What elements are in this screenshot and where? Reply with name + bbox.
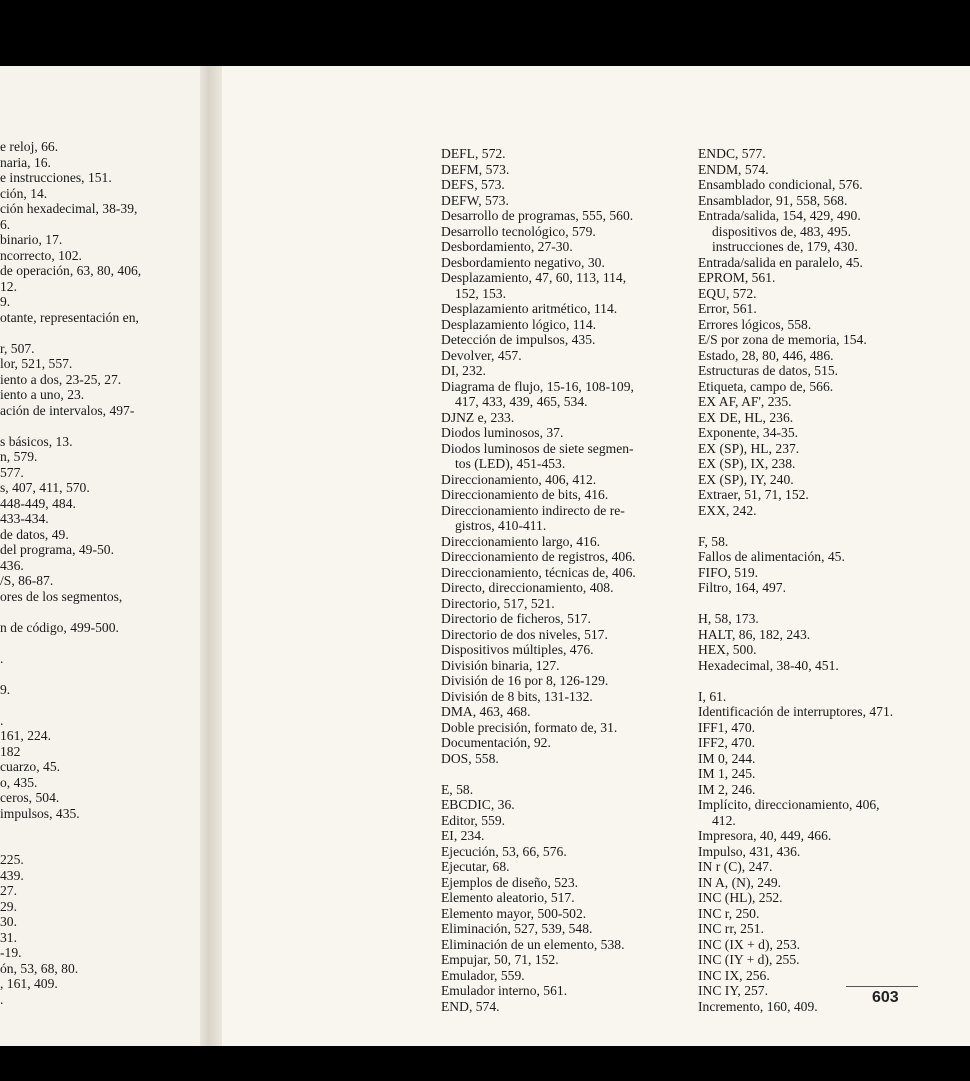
index-entry: HEX, 500. bbox=[698, 642, 757, 657]
index-entry: o, 435. bbox=[0, 774, 38, 790]
index-entry: 31. bbox=[0, 929, 17, 945]
index-gap bbox=[698, 673, 970, 689]
index-entry: EX DE, HL, 236. bbox=[698, 409, 794, 425]
index-entry: 436. bbox=[0, 557, 24, 573]
index-entry: Devolver, 457. bbox=[441, 347, 522, 363]
index-entry: IFF1, 470. bbox=[698, 719, 756, 735]
index-entry: . bbox=[0, 650, 4, 666]
index-entry: IN r (C), 247. bbox=[698, 859, 773, 874]
index-entry: H, 58, 173. bbox=[698, 611, 759, 626]
index-entry: IM 2, 246. bbox=[698, 781, 756, 797]
index-entry: del programa, 49-50. bbox=[0, 542, 115, 557]
index-entry: 152, 153. bbox=[455, 285, 506, 301]
index-gap bbox=[0, 821, 200, 837]
index-column-right bbox=[698, 146, 970, 1014]
index-entry: ENDM, 574. bbox=[698, 161, 769, 177]
index-entry: I, 61. bbox=[698, 688, 727, 704]
index-entry: Entrada/salida en paralelo, 45. bbox=[698, 254, 863, 270]
index-entry: Eliminación, 527, 539, 548. bbox=[441, 921, 593, 936]
page-number: 603 bbox=[872, 989, 899, 1006]
index-entry: de datos, 49. bbox=[0, 526, 69, 542]
index-entry: 161, 224. bbox=[0, 728, 51, 743]
index-entry: . bbox=[0, 991, 4, 1007]
index-entry: Direccionamiento, técnicas de, 406. bbox=[441, 564, 636, 580]
index-entry: Editor, 559. bbox=[441, 812, 506, 828]
index-entry: ncorrecto, 102. bbox=[0, 247, 82, 263]
index-entry: 433-434. bbox=[0, 511, 49, 526]
index-entry: Estructuras de datos, 515. bbox=[698, 363, 839, 378]
index-entry: Directorio, 517, 521. bbox=[441, 595, 555, 611]
index-entry: e instrucciones, 151. bbox=[0, 170, 112, 185]
index-entry: r, 507. bbox=[0, 340, 35, 356]
index-entry: Elemento mayor, 500-502. bbox=[441, 905, 587, 921]
index-entry: e reloj, 66. bbox=[0, 139, 59, 154]
index-entry: INC (HL), 252. bbox=[698, 890, 783, 905]
index-entry: EXX, 242. bbox=[698, 502, 757, 518]
index-entry: Dispositivos múltiples, 476. bbox=[441, 642, 594, 657]
index-entry: Error, 561. bbox=[698, 301, 757, 316]
index-entry: -19. bbox=[0, 945, 22, 960]
index-entry: impulsos, 435. bbox=[0, 805, 80, 821]
index-entry: Fallos de alimentación, 45. bbox=[698, 549, 845, 564]
index-entry: DEFW, 573. bbox=[441, 192, 509, 208]
index-entry: DEFS, 573. bbox=[441, 177, 505, 192]
index-entry: ción hexadecimal, 38-39, bbox=[0, 201, 138, 216]
index-gap bbox=[0, 837, 200, 853]
index-entry: Filtro, 164, 497. bbox=[698, 580, 786, 595]
index-entry: tos (LED), 451-453. bbox=[455, 456, 566, 471]
index-entry: INC (IX + d), 253. bbox=[698, 936, 801, 952]
index-entry: binario, 17. bbox=[0, 232, 63, 247]
index-entry: Desbordamiento negativo, 30. bbox=[441, 254, 605, 270]
index-entry: Incremento, 160, 409. bbox=[698, 998, 818, 1014]
index-entry: INC IY, 257. bbox=[698, 983, 768, 998]
index-entry: EI, 234. bbox=[441, 828, 485, 843]
index-entry: Implícito, direccionamiento, 406, bbox=[698, 797, 880, 812]
index-entry: 9. bbox=[0, 294, 11, 309]
index-entry: F, 58. bbox=[698, 533, 729, 549]
index-entry: E, 58. bbox=[441, 781, 474, 797]
index-entry: IM 0, 244. bbox=[698, 750, 756, 766]
index-entry: EX (SP), IY, 240. bbox=[698, 471, 794, 487]
index-entry: División binaria, 127. bbox=[441, 657, 560, 673]
index-entry: Ejecución, 53, 66, 576. bbox=[441, 843, 567, 859]
index-entry: Elemento aleatorio, 517. bbox=[441, 890, 575, 905]
index-entry: IFF2, 470. bbox=[698, 735, 756, 750]
index-entry: Eliminación de un elemento, 538. bbox=[441, 936, 625, 952]
index-entry: EX (SP), IX, 238. bbox=[698, 456, 796, 471]
index-entry: Direccionamiento largo, 416. bbox=[441, 533, 601, 549]
index-entry: Extraer, 51, 71, 152. bbox=[698, 487, 809, 502]
index-entry: ción, 14. bbox=[0, 185, 48, 201]
index-entry: EX (SP), HL, 237. bbox=[698, 440, 800, 456]
book-gutter bbox=[200, 66, 222, 1046]
index-entry: Direccionamiento indirecto de re- bbox=[441, 502, 625, 518]
index-entry: INC (IY + d), 255. bbox=[698, 952, 800, 967]
index-entry: iento a dos, 23-25, 27. bbox=[0, 371, 122, 387]
index-entry: E/S por zona de memoria, 154. bbox=[698, 332, 867, 347]
index-entry: EBCDIC, 36. bbox=[441, 797, 515, 812]
index-entry: Directorio de ficheros, 517. bbox=[441, 611, 591, 626]
index-entry: cuarzo, 45. bbox=[0, 759, 61, 774]
index-entry: 225. bbox=[0, 852, 24, 867]
index-entry: Emulador, 559. bbox=[441, 967, 525, 983]
index-entry: EQU, 572. bbox=[698, 285, 757, 301]
index-entry: Impresora, 40, 449, 466. bbox=[698, 828, 832, 843]
index-entry: . bbox=[0, 712, 4, 728]
index-entry: Emulador interno, 561. bbox=[441, 983, 568, 998]
index-entry: 417, 433, 439, 465, 534. bbox=[455, 394, 588, 409]
index-entry: 27. bbox=[0, 883, 17, 898]
index-entry: Desplazamiento aritmético, 114. bbox=[441, 301, 618, 316]
index-entry: INC rr, 251. bbox=[698, 921, 764, 936]
index-entry: INC r, 250. bbox=[698, 905, 760, 921]
index-entry: iento a uno, 23. bbox=[0, 387, 85, 402]
index-gap bbox=[0, 325, 200, 341]
index-entry: , 161, 409. bbox=[0, 976, 58, 991]
left-page-index-column bbox=[0, 139, 200, 1007]
index-column-middle bbox=[441, 146, 691, 1014]
index-entry: Desbordamiento, 27-30. bbox=[441, 239, 573, 254]
index-entry: s básicos, 13. bbox=[0, 433, 73, 449]
index-entry: Errores lógicos, 558. bbox=[698, 316, 812, 332]
index-entry: Exponente, 34-35. bbox=[698, 425, 799, 440]
index-entry: Ensamblado condicional, 576. bbox=[698, 177, 863, 192]
index-entry: END, 574. bbox=[441, 998, 500, 1014]
index-entry: 6. bbox=[0, 216, 11, 232]
index-entry: División de 16 por 8, 126-129. bbox=[441, 673, 609, 688]
index-entry: Impulso, 431, 436. bbox=[698, 843, 801, 859]
index-entry: 12. bbox=[0, 278, 17, 294]
index-entry: 448-449, 484. bbox=[0, 495, 76, 511]
index-entry: 30. bbox=[0, 914, 17, 929]
index-entry: Direccionamiento de bits, 416. bbox=[441, 487, 609, 502]
index-gap bbox=[698, 596, 970, 612]
index-entry: DI, 232. bbox=[441, 363, 486, 378]
index-entry: Estado, 28, 80, 446, 486. bbox=[698, 347, 834, 363]
index-entry: EPROM, 561. bbox=[698, 270, 776, 285]
index-gap bbox=[698, 518, 970, 534]
index-entry: 439. bbox=[0, 867, 24, 883]
index-entry: Directorio de dos niveles, 517. bbox=[441, 626, 608, 642]
index-entry: IM 1, 245. bbox=[698, 766, 756, 781]
index-entry: DJNZ e, 233. bbox=[441, 409, 515, 425]
index-gap bbox=[0, 604, 200, 620]
index-entry: Ensamblador, 91, 558, 568. bbox=[698, 192, 848, 208]
index-entry: DEFL, 572. bbox=[441, 146, 506, 161]
index-entry: n, 579. bbox=[0, 449, 38, 464]
index-entry: Etiqueta, campo de, 566. bbox=[698, 378, 834, 394]
index-entry: instrucciones de, 179, 430. bbox=[712, 239, 858, 254]
page-number-rule bbox=[846, 986, 918, 987]
index-entry: s, 407, 411, 570. bbox=[0, 480, 90, 495]
index-entry: Direccionamiento, 406, 412. bbox=[441, 471, 597, 487]
left-page bbox=[0, 66, 200, 1046]
index-entry: lor, 521, 557. bbox=[0, 356, 73, 371]
index-entry: n de código, 499-500. bbox=[0, 619, 119, 635]
index-entry: INC IX, 256. bbox=[698, 967, 770, 983]
index-entry: Hexadecimal, 38-40, 451. bbox=[698, 657, 839, 673]
index-entry: HALT, 86, 182, 243. bbox=[698, 626, 811, 642]
index-entry: ación de intervalos, 497- bbox=[0, 402, 135, 418]
index-entry: Desplazamiento lógico, 114. bbox=[441, 316, 597, 332]
index-entry: 577. bbox=[0, 464, 24, 480]
index-entry: FIFO, 519. bbox=[698, 564, 759, 580]
index-entry: Entrada/salida, 154, 429, 490. bbox=[698, 208, 861, 223]
index-entry: 9. bbox=[0, 681, 11, 697]
index-entry: Empujar, 50, 71, 152. bbox=[441, 952, 559, 967]
index-entry: 182 bbox=[0, 743, 21, 759]
index-entry: Desarrollo de programas, 555, 560. bbox=[441, 208, 634, 223]
index-entry: 412. bbox=[712, 812, 736, 828]
index-entry: Ejecutar, 68. bbox=[441, 859, 510, 874]
index-entry: Diodos luminosos de siete segmen- bbox=[441, 440, 634, 456]
index-entry: /S, 86-87. bbox=[0, 573, 54, 588]
index-entry: ón, 53, 68, 80. bbox=[0, 960, 79, 976]
index-entry: ores de los segmentos, bbox=[0, 588, 123, 604]
index-entry: IN A, (N), 249. bbox=[698, 874, 782, 890]
index-entry: 29. bbox=[0, 898, 17, 914]
index-gap bbox=[0, 418, 200, 434]
index-entry: Desarrollo tecnológico, 579. bbox=[441, 223, 596, 239]
index-entry: Desplazamiento, 47, 60, 113, 114, bbox=[441, 270, 627, 285]
index-entry: otante, representación en, bbox=[0, 309, 139, 325]
index-entry: Diodos luminosos, 37. bbox=[441, 425, 564, 440]
index-entry: EX AF, AF', 235. bbox=[698, 394, 792, 409]
index-entry: DOS, 558. bbox=[441, 750, 499, 766]
index-entry: DEFM, 573. bbox=[441, 161, 510, 177]
index-entry: Identificación de interruptores, 471. bbox=[698, 704, 894, 719]
index-entry: Detección de impulsos, 435. bbox=[441, 332, 596, 347]
index-gap bbox=[441, 766, 691, 782]
index-entry: Documentación, 92. bbox=[441, 735, 551, 750]
index-entry: División de 8 bits, 131-132. bbox=[441, 688, 593, 704]
index-entry: Doble precisión, formato de, 31. bbox=[441, 719, 618, 735]
index-entry: Directo, direccionamiento, 408. bbox=[441, 580, 614, 595]
index-gap bbox=[0, 635, 200, 651]
index-entry: gistros, 410-411. bbox=[455, 518, 547, 533]
index-entry: ENDC, 577. bbox=[698, 146, 766, 161]
index-entry: Diagrama de flujo, 15-16, 108-109, bbox=[441, 378, 634, 394]
right-page bbox=[222, 66, 970, 1046]
index-gap bbox=[0, 697, 200, 713]
index-entry: naria, 16. bbox=[0, 154, 51, 170]
index-entry: Direccionamiento de registros, 406. bbox=[441, 549, 636, 564]
index-gap bbox=[0, 666, 200, 682]
index-entry: ceros, 504. bbox=[0, 790, 60, 805]
index-entry: dispositivos de, 483, 495. bbox=[712, 223, 851, 239]
index-entry: DMA, 463, 468. bbox=[441, 704, 531, 719]
index-entry: Ejemplos de diseño, 523. bbox=[441, 874, 579, 890]
index-entry: de operación, 63, 80, 406, bbox=[0, 263, 142, 278]
